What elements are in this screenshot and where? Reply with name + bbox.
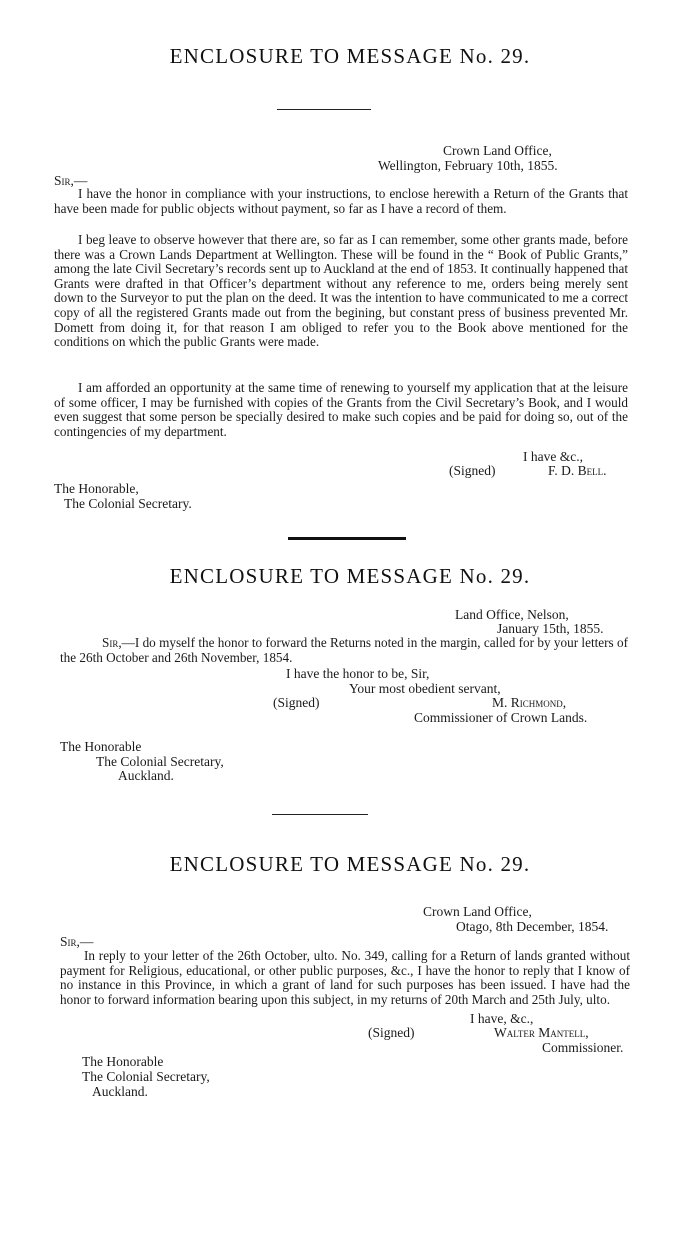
enclosure-2-signed-label: (Signed)	[273, 695, 320, 710]
enclosure-3-heading: ENCLOSURE TO MESSAGE No. 29.	[169, 852, 531, 876]
enclosure-3-signatory: Walter Mantell,	[494, 1025, 589, 1040]
enclosure-1-addressee-line2: The Colonial Secretary.	[64, 496, 192, 511]
enclosure-2-body: —I do myself the honor to forward the Returns noted in the margin, called for by your letters of the 26th October and 26th November, 1854.	[60, 635, 628, 665]
enclosure-3-signed-label: (Signed)	[368, 1025, 415, 1040]
enclosure-1-paragraph-3: I am afforded an opportunity at the same time of renewing to yourself my application that at the leisure of some officer, I may be furnished with copies of the Grants from the Civil Secretary’s Book, and I would even suggest that some person be specially desired to make such copies and be paid for doing so, out of the contingencies of my department.	[54, 380, 628, 439]
enclosure-2-salutation: Sir,	[102, 635, 122, 650]
enclosure-3-closing: I have, &c.,	[470, 1011, 534, 1026]
enclosure-3-address-line2: Otago, 8th December, 1854.	[456, 919, 609, 934]
enclosure-1-closing: I have &c.,	[523, 449, 583, 464]
enclosure-1-paragraph-1: I have the honor in compliance with your instructions, to enclose herewith a Return of the Grants that have been made for public objects without payment, so far as I have a record of them.	[54, 186, 628, 216]
enclosure-1-signed-label: (Signed)	[449, 463, 496, 478]
enclosure-2-addressee-line1: The Honorable	[60, 739, 142, 754]
enclosure-2-paragraph	[60, 636, 628, 665]
enclosure-1-heading: ENCLOSURE TO MESSAGE No. 29.	[169, 44, 531, 68]
enclosure-3-paragraph: In reply to your letter of the 26th October, ulto. No. 349, calling for a Return of lands granted without payment for Religious, educational, or other public purposes, &c., I have the honor to reply that I know of no instance in this Province, in which a grant of land for such purposes has been issued. I have had the honor to forward information bearing upon this subject, in my returns of 20th March and 25th July, ulto.	[60, 948, 630, 1007]
enclosure-3-divider	[272, 814, 368, 815]
enclosure-2-addressee-line2: The Colonial Secretary,	[96, 754, 224, 769]
enclosure-2-closing-1: I have the honor to be, Sir,	[286, 666, 430, 681]
enclosure-1-address-line1: Crown Land Office,	[443, 143, 552, 158]
enclosure-1-paragraph-2: I beg leave to observe however that there are, so far as I can remember, some other grants made, before there was a Crown Lands Department at Wellington. These will be found in the “ Book of Public Grants,” among the late Civil Secretary’s records sent up to Auckland at the end of 1853. It continually happened that Grants were drafted in that Officer’s department without any reference to me, orders being merely sent down to the Surveyor to put the plan on the deed. It was the intention to have communicated to me a correct copy of all the registered Grants made out from the begining, but constant press of business prevented Mr. Domett from doing it, for that reason I am obliged to refer you to the Book above mentioned for the conditions on which the public Grants were made.	[54, 232, 628, 350]
enclosure-2-closing-2: Your most obedient servant,	[349, 681, 501, 696]
enclosure-2-signatory: M. Richmond,	[492, 695, 567, 710]
enclosure-1-addressee-line1: The Honorable,	[54, 481, 139, 496]
enclosure-3-address-line1: Crown Land Office,	[423, 904, 532, 919]
enclosure-3-addressee-line3: Auckland.	[92, 1084, 148, 1099]
enclosure-3-salutation: Sir,—	[60, 934, 94, 949]
enclosure-1-signatory: F. D. Bell.	[548, 463, 607, 478]
enclosure-1-divider	[277, 109, 371, 110]
enclosure-2-addressee-line3: Auckland.	[118, 768, 174, 783]
enclosure-2-signatory-title: Commissioner of Crown Lands.	[414, 710, 588, 725]
enclosure-3-signatory-title: Commissioner.	[542, 1040, 624, 1055]
enclosure-2-address-line1: Land Office, Nelson,	[455, 607, 569, 622]
enclosure-3-addressee-line2: The Colonial Secretary,	[82, 1069, 210, 1084]
enclosure-2-heading: ENCLOSURE TO MESSAGE No. 29.	[169, 564, 531, 588]
enclosure-2-divider	[288, 537, 406, 540]
enclosure-1-salutation: Sir,—	[54, 173, 88, 188]
enclosure-1-address-line2: Wellington, February 10th, 1855.	[378, 158, 558, 173]
enclosure-3-addressee-line1: The Honorable	[82, 1054, 164, 1069]
enclosure-2-address-line2: January 15th, 1855.	[497, 621, 604, 636]
